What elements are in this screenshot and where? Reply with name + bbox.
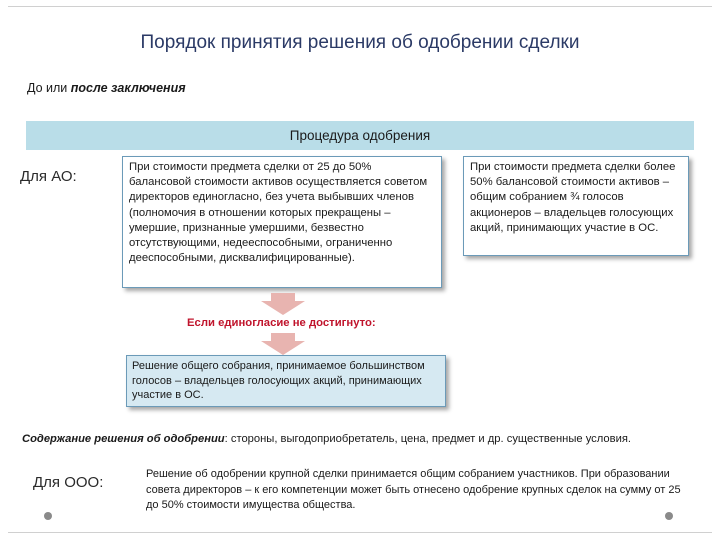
- content-line: [22, 433, 631, 445]
- ao-box-board-approval: При стоимости предмета сделки от 25 до 50% балансовой стоимости активов осуществляется советом директоров единогласно, без учета выбывших членов (полномочия в отношении которых прекращены – умершие, признанные умершими, безвестно отсутствующими, недееспособными, ограниченно дееспособными, дисквалифицированные).: [122, 156, 442, 288]
- down-arrow-icon-2: [261, 333, 305, 355]
- ooo-label: Для ООО:: [33, 474, 104, 491]
- subtitle-emphasis: после заключения: [70, 81, 186, 95]
- slide-title: Порядок принятия решения об одобрении сделки: [140, 32, 580, 53]
- content-label: Содержание решения об одобрении: [22, 433, 225, 445]
- content-text: : стороны, выгодоприобретатель, цена, предмет и др. существенные условия.: [224, 433, 631, 445]
- bottom-frame-line: [8, 532, 712, 533]
- subtitle-prefix: До или: [27, 81, 71, 95]
- left-bullet-dot: [44, 512, 52, 520]
- down-arrow-icon: [261, 293, 305, 315]
- right-bullet-dot: [665, 512, 673, 520]
- ao-box-general-meeting: Решение общего собрания, принимаемое большинством голосов – владельцев голосующих акций, принимающих участие в ОС.: [126, 355, 446, 407]
- ao-label: Для АО:: [20, 168, 77, 185]
- condition-text: Если единогласие не достигнуто:: [187, 317, 376, 329]
- ooo-text: Решение об одобрении крупной сделки принимается общим собранием участников. При образовании совета директоров – к его компетенции может быть отнесено одобрение крупных сделок на сумму от 25 до 50% стоимости имущества общества.: [146, 468, 681, 511]
- ao-box-meeting-approval: При стоимости предмета сделки более 50% балансовой стоимости активов – общим собранием ¾ голосов акционеров – владельцев голосующих акций, принимающих участие в ОС.: [463, 156, 689, 256]
- subtitle: [27, 81, 186, 95]
- procedure-banner: Процедура одобрения: [26, 121, 694, 150]
- top-frame-line: [8, 6, 712, 7]
